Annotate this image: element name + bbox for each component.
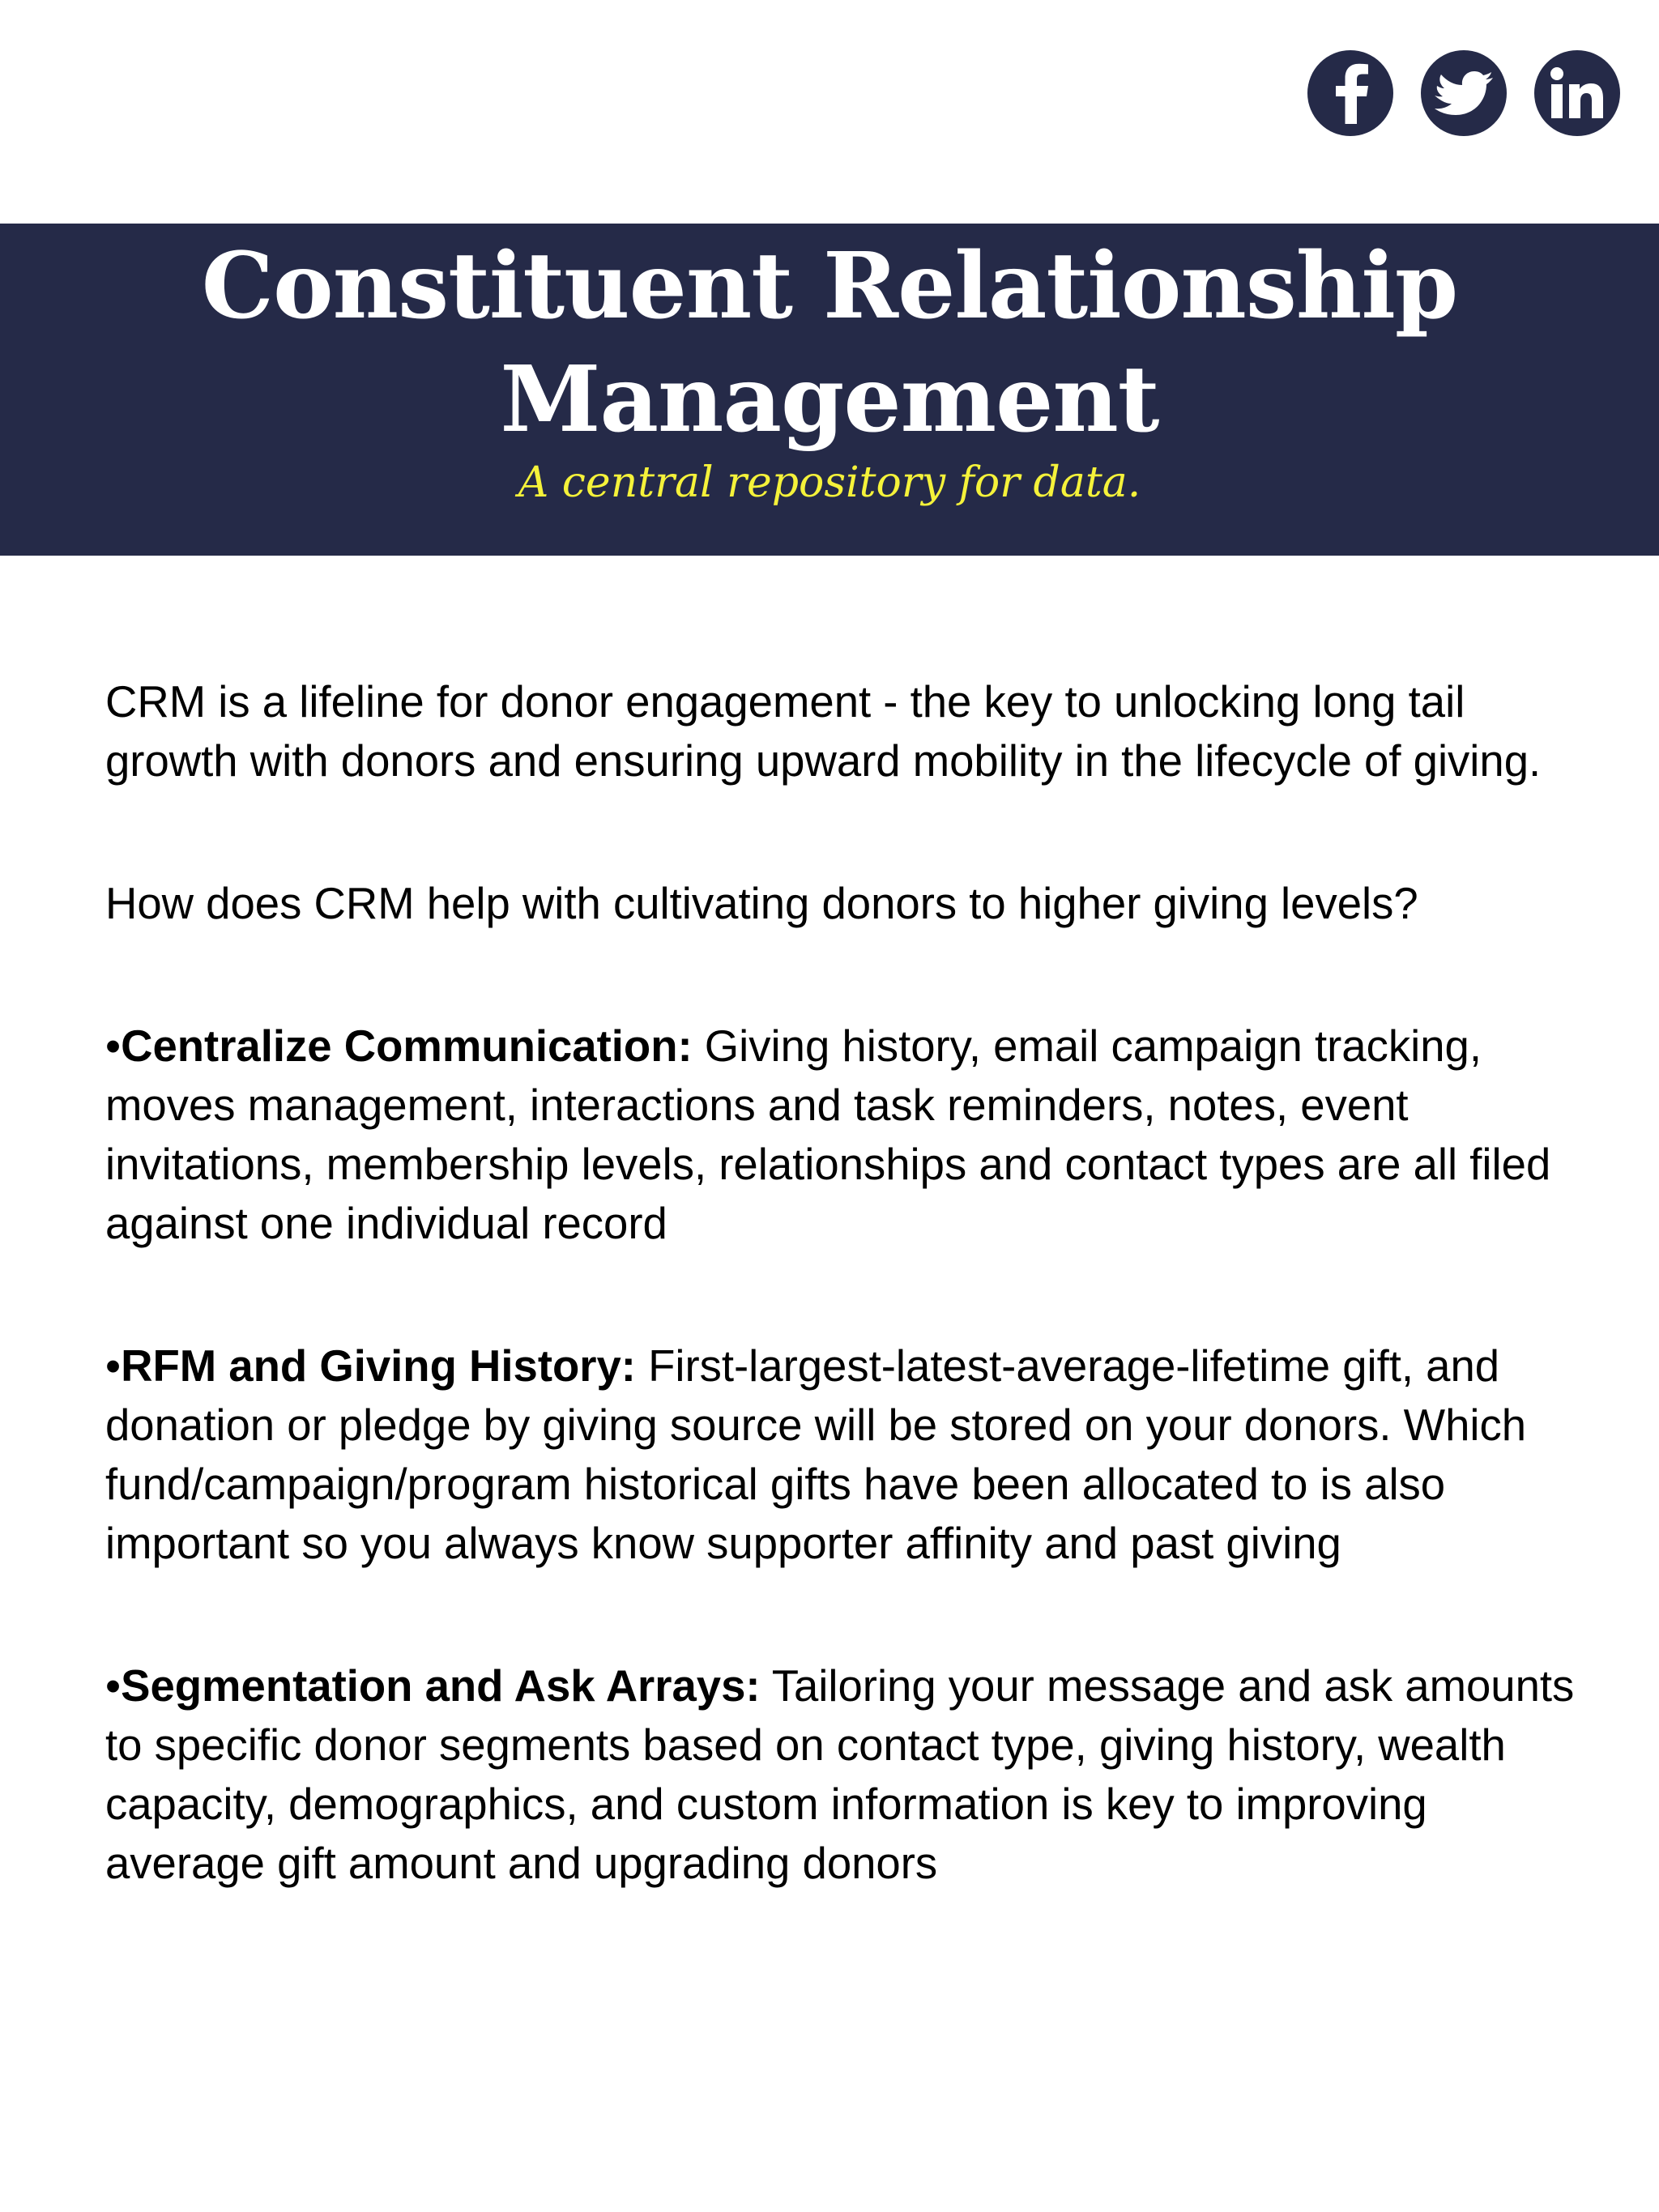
bullet-text: Tailoring your message and ask amounts to specific donor segments based on contact type, giving history, wealth capacity, demographics, and custom information is key to improving average gift amount and upgrading donors	[105, 1661, 1575, 1888]
intro-paragraph: CRM is a lifeline for donor engagement - the key to unlocking long tail growth with donors and ensuring upward mobility in the lifecycle of giving.	[105, 677, 1542, 786]
linkedin-icon	[1550, 66, 1605, 120]
bullet-text: Giving history, email campaign tracking, moves management, interactions and task reminders, notes, event invitations, membership levels, relationships and contact types are all filed against one individual record	[105, 1021, 1551, 1248]
twitter-icon	[1431, 68, 1496, 118]
twitter-button[interactable]	[1421, 50, 1507, 136]
bullet-item	[105, 1336, 1588, 1573]
bullet-marker: •	[105, 1661, 122, 1711]
linkedin-button[interactable]	[1534, 50, 1620, 136]
bullet-heading: RFM and Giving History:	[121, 1341, 636, 1391]
bullet-text: First-largest-latest-average-lifetime gift, and donation or pledge by giving source will be stored on your donors. Which fund/campaign/program historical gifts have been allocated to is also important so you always know supporter affinity and past giving	[105, 1341, 1527, 1568]
social-links	[1307, 50, 1620, 136]
bullet-heading: Centralize Communication:	[121, 1021, 693, 1071]
bullet-item	[105, 1016, 1588, 1253]
bullet-marker: •	[105, 1341, 122, 1391]
header-banner	[0, 224, 1659, 556]
page-title: Constituent Relationship Management	[201, 233, 1458, 453]
bullet-marker: •	[105, 1021, 122, 1071]
question-paragraph: How does CRM help with cultivating donors to higher giving levels?	[105, 879, 1418, 928]
facebook-icon	[1326, 62, 1375, 124]
main-content	[105, 672, 1588, 1893]
bullet-heading: Segmentation and Ask Arrays:	[121, 1661, 761, 1711]
page-subtitle: A central repository for data.	[518, 458, 1141, 507]
facebook-button[interactable]	[1307, 50, 1393, 136]
bullet-item	[105, 1656, 1588, 1893]
